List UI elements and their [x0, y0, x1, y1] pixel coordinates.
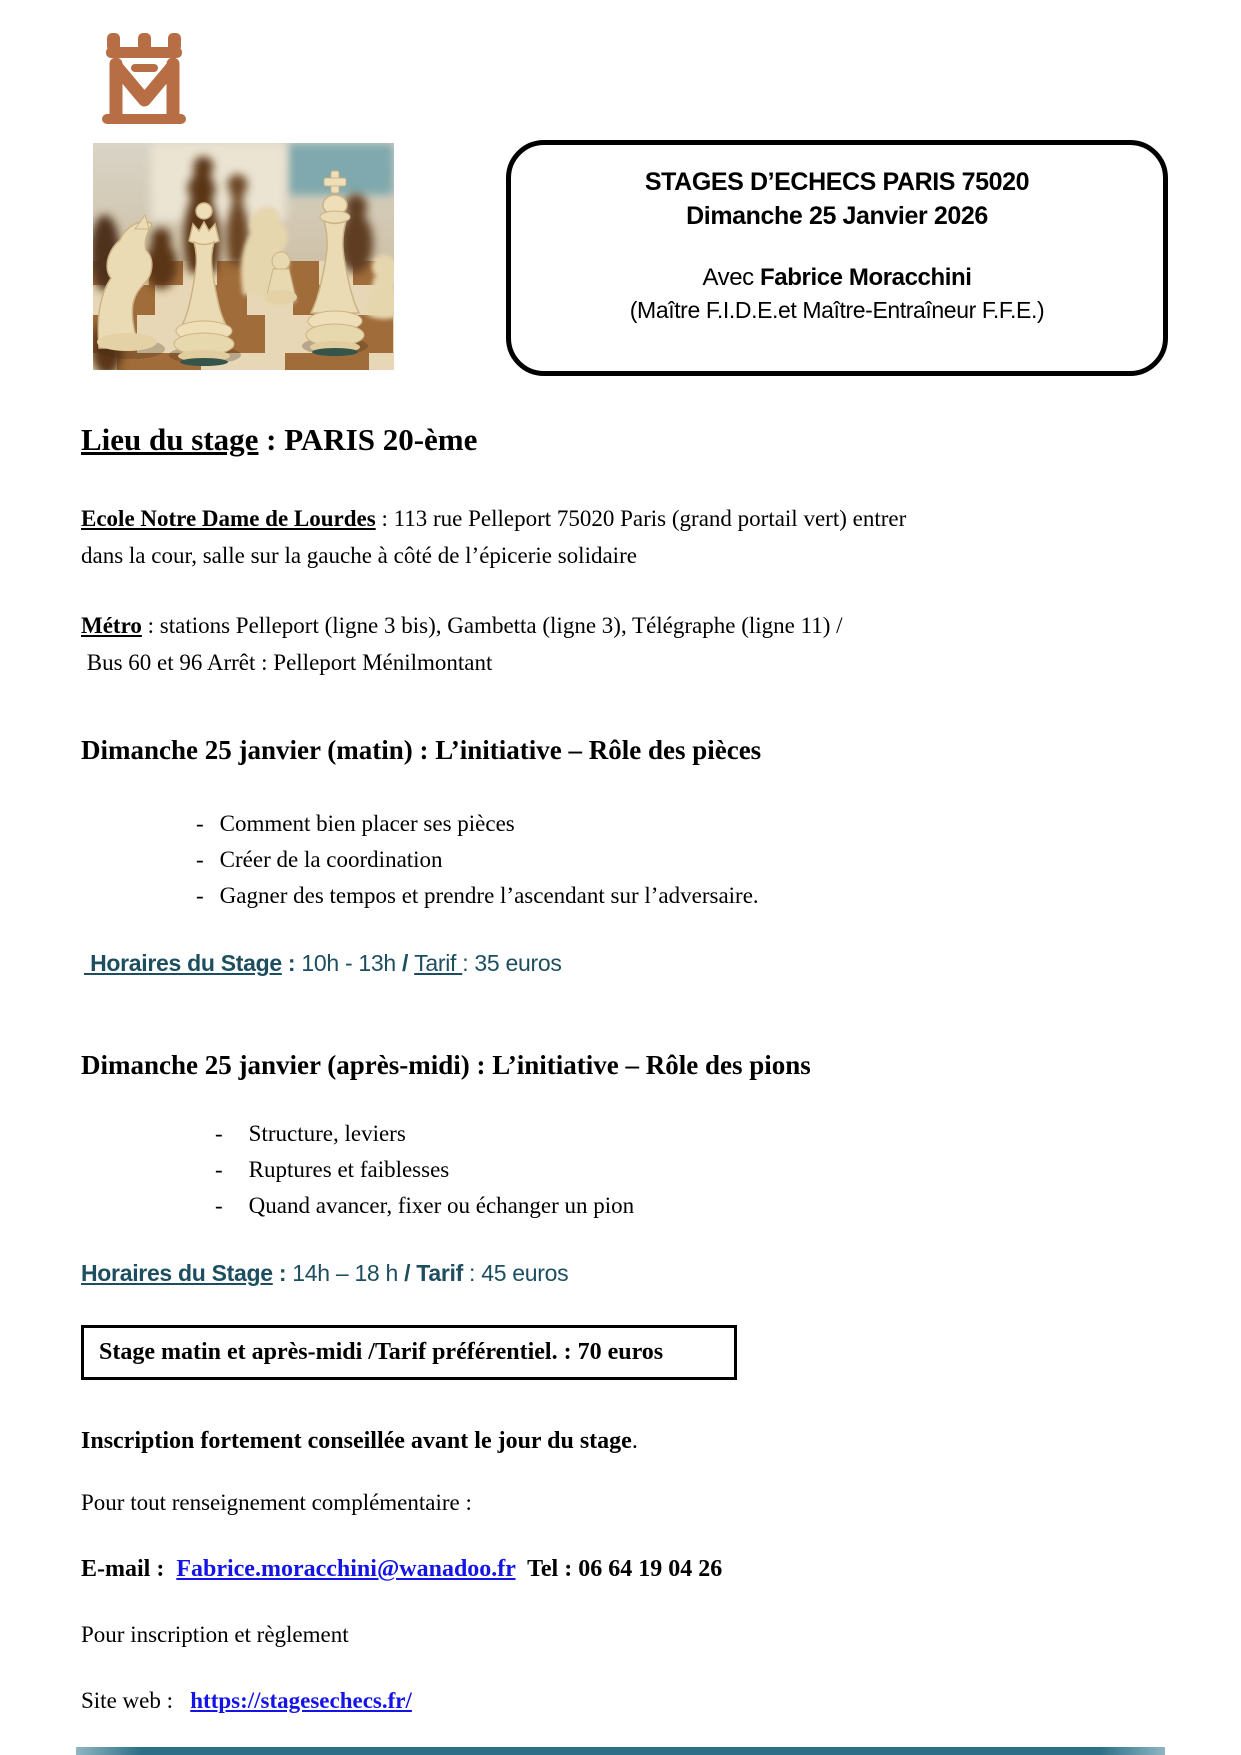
bullet-dash: -	[215, 1193, 223, 1218]
schedule-time: 10h - 13h	[301, 950, 402, 976]
tarif-label: / Tarif	[404, 1260, 463, 1286]
school-paragraph	[81, 500, 1101, 574]
schedule-label: Horaires du Stage	[84, 950, 282, 976]
location-heading-value: PARIS 20-ème	[284, 422, 478, 457]
location-heading	[81, 422, 477, 458]
bullet-dash: -	[215, 1157, 223, 1182]
morning-session-heading: Dimanche 25 janvier (matin) : L’initiative – Rôle des pièces	[81, 735, 762, 765]
morning-schedule-line	[84, 950, 562, 977]
bullet-dash: -	[196, 883, 204, 908]
bullet-text: Créer de la coordination	[219, 847, 443, 872]
bullet-dash: -	[196, 811, 204, 836]
bullet-text: Gagner des tempos et prendre l’ascendant sur l’adversaire.	[219, 883, 759, 908]
schedule-sep: :	[281, 950, 302, 976]
metro-stations: : stations Pelleport (ligne 3 bis), Gambetta (ligne 3), Télégraphe (ligne 11) /	[141, 613, 843, 638]
chess-rook-m-logo-icon	[96, 26, 192, 124]
header-box	[506, 140, 1168, 376]
school-line1	[81, 500, 1101, 537]
combined-offer-text: Stage matin et après-midi /Tarif préférentiel. : 70 euros	[99, 1339, 664, 1365]
metro-paragraph	[81, 607, 1101, 681]
school-name: Ecole Notre Dame de Lourdes	[81, 506, 376, 531]
registration-advice-period: .	[631, 1428, 638, 1454]
tel-text: Tel : 06 64 19 04 26	[515, 1556, 723, 1582]
info-line: Pour tout renseignement complémentaire :	[81, 1490, 472, 1515]
instructor-name: Fabrice Moracchini	[760, 264, 972, 291]
payment-line: Pour inscription et règlement	[81, 1622, 349, 1647]
metro-line1	[81, 607, 1101, 644]
schedule-slash: /	[401, 950, 415, 976]
tarif-value: 35 euros	[474, 950, 562, 976]
email-label: E-mail :	[81, 1556, 177, 1582]
email-line	[81, 1556, 722, 1583]
instructor-prefix: Avec	[702, 264, 761, 291]
list-item	[215, 1152, 634, 1188]
bullet-text: Quand avancer, fixer ou échanger un pion	[248, 1193, 635, 1218]
bullet-text: Structure, leviers	[248, 1121, 406, 1146]
tarif-label: Tarif	[414, 950, 463, 976]
tarif-sep: :	[462, 1260, 482, 1286]
bullet-dash: -	[196, 847, 204, 872]
tarif-sep: :	[462, 950, 475, 976]
location-heading-sep: :	[258, 422, 285, 457]
instructor-titles: (Maître F.I.D.E.et Maître-Entraîneur F.F.E.)	[629, 297, 1045, 323]
bullet-text: Ruptures et faiblesses	[248, 1157, 450, 1182]
school-address: : 113 rue Pelleport 75020 Paris (grand portail vert) entrer	[375, 506, 907, 531]
schedule-label: Horaires du Stage	[81, 1260, 273, 1286]
bullet-dash: -	[215, 1121, 223, 1146]
tarif-value: 45 euros	[481, 1260, 569, 1286]
afternoon-session-heading: Dimanche 25 janvier (après-midi) : L’initiative – Rôle des pions	[81, 1050, 811, 1080]
flyer-title: STAGES D’ECHECS PARIS 75020	[644, 168, 1030, 196]
afternoon-bullet-list	[215, 1116, 634, 1224]
flyer-date: Dimanche 25 Janvier 2026	[686, 202, 988, 230]
combined-offer-box	[81, 1325, 737, 1380]
morning-bullet-list	[196, 806, 759, 914]
site-label: Site web :	[81, 1688, 191, 1713]
chess-photo	[93, 143, 394, 370]
instructor-line	[511, 261, 1163, 294]
footer-bar	[76, 1747, 1165, 1755]
list-item	[196, 878, 759, 914]
registration-advice-bold: Inscription fortement conseillée avant le jour du stage	[81, 1428, 632, 1454]
list-item	[215, 1116, 634, 1152]
site-line	[81, 1688, 412, 1714]
site-link[interactable]: https://stagesechecs.fr/	[190, 1688, 412, 1713]
afternoon-schedule-line	[81, 1260, 568, 1287]
list-item	[196, 842, 759, 878]
list-item	[196, 806, 759, 842]
bullet-text: Comment bien placer ses pièces	[219, 811, 515, 836]
registration-advice	[81, 1428, 638, 1455]
location-heading-label: Lieu du stage	[81, 422, 259, 457]
list-item	[215, 1188, 634, 1224]
school-line2: dans la cour, salle sur la gauche à côté de l’épicerie solidaire	[81, 543, 637, 568]
schedule-time: 14h – 18 h	[292, 1260, 405, 1286]
email-link[interactable]: Fabrice.moracchini@wanadoo.fr	[176, 1556, 516, 1582]
schedule-sep: :	[272, 1260, 293, 1286]
metro-label: Métro	[81, 613, 142, 638]
metro-line2: Bus 60 et 96 Arrêt : Pelleport Ménilmontant	[81, 650, 493, 675]
